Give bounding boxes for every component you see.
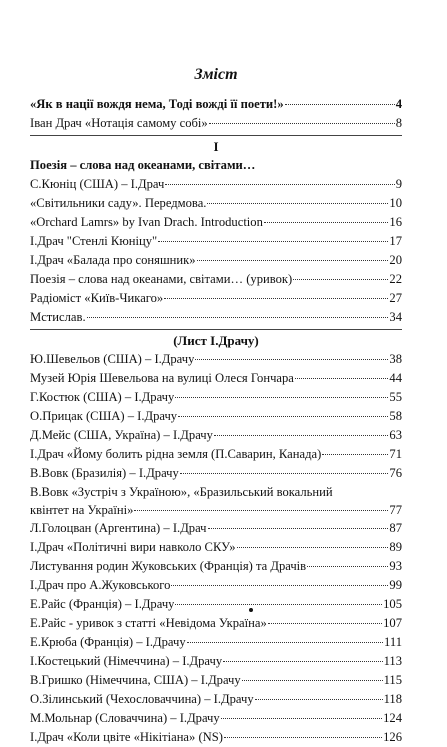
toc-entry — [30, 156, 402, 175]
leader-dots — [187, 642, 383, 643]
toc-entry-page: 111 — [384, 635, 402, 649]
toc-entry — [30, 633, 402, 652]
toc-entry-text: Д.Мейс (США, Україна) – І.Драчу — [30, 428, 213, 442]
toc-entry-text: І.Драч «Коли цвіте «Нікітіана» (NS) — [30, 730, 223, 744]
toc-entry — [30, 95, 402, 114]
toc-entry — [30, 538, 402, 557]
toc-entry-line2 — [30, 501, 402, 519]
toc-entry-text: Г.Костюк (США) – І.Драчу — [30, 390, 175, 404]
toc-entry — [30, 388, 402, 407]
toc-entry-text: І.Драч про А.Жуковського — [30, 578, 171, 592]
toc-entry-text: І.Драч «Йому болить рідна земля (П.Саварин, Канада) — [30, 447, 322, 461]
toc-entry-page: 89 — [389, 540, 402, 554]
toc-entry — [30, 213, 402, 232]
toc-entry — [30, 671, 402, 690]
leader-dots — [242, 680, 383, 681]
leader-dots — [264, 222, 389, 223]
toc-entry — [30, 251, 402, 270]
toc-entry-page: 34 — [389, 310, 402, 324]
toc-entry-page: 118 — [383, 692, 402, 706]
toc-entry-text: М.Мольнар (Словаччина) – І.Драчу — [30, 711, 220, 725]
toc-entry — [30, 426, 402, 445]
toc-entry-page: 16 — [389, 215, 402, 229]
toc-entry — [30, 595, 402, 614]
toc-entry — [30, 114, 402, 133]
toc-entry — [30, 232, 402, 251]
leader-dots — [293, 279, 388, 280]
leader-dots — [307, 566, 388, 567]
toc-entry-page: 107 — [383, 616, 402, 630]
toc-entry-page: 77 — [389, 503, 402, 517]
leader-dots — [285, 104, 395, 105]
leader-dots — [207, 203, 388, 204]
toc-entry-page: 105 — [383, 597, 402, 611]
leader-dots — [214, 435, 389, 436]
page-title: Зміст — [194, 66, 238, 83]
leader-dots — [134, 510, 388, 511]
toc-entry — [30, 194, 402, 213]
toc-entry-page: 38 — [389, 352, 402, 366]
leader-dots — [165, 184, 394, 185]
toc-entry-page: 124 — [383, 711, 402, 725]
toc-entry-page: 44 — [389, 371, 402, 385]
toc-entry-page: 58 — [389, 409, 402, 423]
toc-entry — [30, 407, 402, 426]
toc-entry-page: 17 — [389, 234, 402, 248]
leader-dots — [223, 661, 382, 662]
leader-dots — [268, 623, 382, 624]
toc-entry — [30, 175, 402, 194]
toc-entry-page: 8 — [395, 116, 402, 130]
leader-dots — [208, 528, 389, 529]
leader-dots — [195, 359, 388, 360]
toc-entry — [30, 728, 402, 747]
toc-entry — [30, 709, 402, 728]
toc-entry-page: 9 — [395, 177, 402, 191]
toc-entry-page: 93 — [389, 559, 402, 573]
toc-entry-text: І.Драч "Стенлі Кюніцу" — [30, 234, 158, 248]
toc-entry-text: Мстислав. — [30, 310, 86, 324]
toc-entry-text: Музей Юрія Шевельова на вулиці Олеся Гончара — [30, 371, 294, 385]
toc-entry-text: В.Вовк (Бразилія) – І.Драчу — [30, 466, 179, 480]
toc-entry-page: 99 — [389, 578, 402, 592]
toc-entry-text: О.Прицак (США) – І.Драчу — [30, 409, 178, 423]
toc-entry-page: 126 — [383, 730, 402, 744]
toc-entry-page: 87 — [389, 521, 402, 535]
leader-dots — [237, 547, 389, 548]
toc-entry-text: Поезія – слова над океанами, світами… (уривок) — [30, 272, 293, 286]
toc-entry-page: 22 — [389, 272, 402, 286]
toc-entry-text: «Orchard Lamrs» by Ivan Drach. Introduction — [30, 215, 263, 229]
toc-entry-text: В.Гришко (Німеччина, США) – І.Драчу — [30, 673, 241, 687]
toc-entry — [30, 308, 402, 327]
leader-dots — [322, 454, 388, 455]
toc-entry — [30, 270, 402, 289]
toc-entry-text: Е.Крюба (Франція) – І.Драчу — [30, 635, 186, 649]
toc-entry-page: 4 — [395, 97, 402, 111]
toc-entry — [30, 289, 402, 308]
table-of-contents — [30, 95, 402, 747]
toc-entry-page: 71 — [389, 447, 402, 461]
section-divider — [30, 329, 402, 330]
toc-entry-text: І.Костецький (Німеччина) – І.Драчу — [30, 654, 223, 668]
toc-entry-page: 10 — [389, 196, 402, 210]
toc-entry — [30, 614, 402, 633]
toc-entry — [30, 519, 402, 538]
leader-dots — [175, 604, 382, 605]
leader-dots — [224, 737, 382, 738]
leader-dots — [178, 416, 388, 417]
section-heading-2: (Лист І.Драчу) — [173, 333, 259, 348]
leader-dots — [164, 298, 388, 299]
toc-entry — [30, 576, 402, 595]
toc-entry-page: 20 — [389, 253, 402, 267]
toc-entry-page: 76 — [389, 466, 402, 480]
toc-entry-text: С.Кюніц (США) – І.Драч — [30, 177, 165, 191]
leader-dots — [180, 473, 389, 474]
toc-entry — [30, 369, 402, 388]
toc-entry-text: Поезія – слова над океанами, світами… — [30, 158, 256, 172]
toc-entry — [30, 652, 402, 671]
toc-entry-text: Е.Райс - уривок з статті «Невідома Україна» — [30, 616, 267, 630]
leader-dots — [221, 718, 382, 719]
toc-group-letters-2 — [30, 519, 402, 747]
toc-entry-text-line2: квінтет на Україні» — [30, 503, 134, 517]
toc-group-intro — [30, 95, 402, 133]
toc-entry — [30, 557, 402, 576]
section-divider — [30, 135, 402, 136]
section-heading-1: І — [213, 139, 219, 154]
toc-entry-page: 27 — [389, 291, 402, 305]
toc-entry-page: 113 — [383, 654, 402, 668]
toc-entry-text: Радіоміст «Київ-Чикаго» — [30, 291, 164, 305]
toc-entry — [30, 690, 402, 709]
leader-dots — [209, 123, 395, 124]
toc-entry — [30, 445, 402, 464]
toc-entry-text: Е.Райс (Франція) – І.Драчу — [30, 597, 175, 611]
toc-group-poetry — [30, 156, 402, 327]
toc-entry-page: 55 — [389, 390, 402, 404]
leader-dots — [255, 699, 383, 700]
toc-entry-text-line1: В.Вовк «Зустріч з Україною», «Бразильський вокальний — [30, 485, 333, 499]
toc-entry — [30, 350, 402, 369]
leader-dots — [171, 585, 388, 586]
leader-dots — [87, 317, 389, 318]
toc-entry-text: О.Зілинський (Чехословаччина) – І.Драчу — [30, 692, 254, 706]
toc-entry-text: «Світильники саду». Передмова. — [30, 196, 207, 210]
toc-entry-text: Ю.Шевельов (США) – І.Драчу — [30, 352, 195, 366]
toc-group-letters — [30, 350, 402, 483]
toc-entry-text: І.Драч «Балада про соняшник» — [30, 253, 196, 267]
toc-entry-text: «Як в нації вождя нема, Тоді вожді її поети!» — [30, 97, 284, 111]
toc-entry-text: Л.Голоцван (Аргентина) – І.Драч — [30, 521, 207, 535]
toc-entry-wrapped — [30, 483, 402, 519]
toc-entry-text: Іван Драч «Нотація самому собі» — [30, 116, 208, 130]
page-marker-dot — [249, 608, 253, 612]
toc-entry-page: 115 — [383, 673, 402, 687]
leader-dots — [158, 241, 388, 242]
leader-dots — [295, 378, 389, 379]
toc-entry-page: 63 — [389, 428, 402, 442]
toc-entry-text: Листування родин Жуковських (Франція) та Драчів — [30, 559, 307, 573]
leader-dots — [175, 397, 388, 398]
toc-entry — [30, 464, 402, 483]
leader-dots — [197, 260, 389, 261]
toc-entry-text: І.Драч «Політичні вири навколо СКУ» — [30, 540, 236, 554]
